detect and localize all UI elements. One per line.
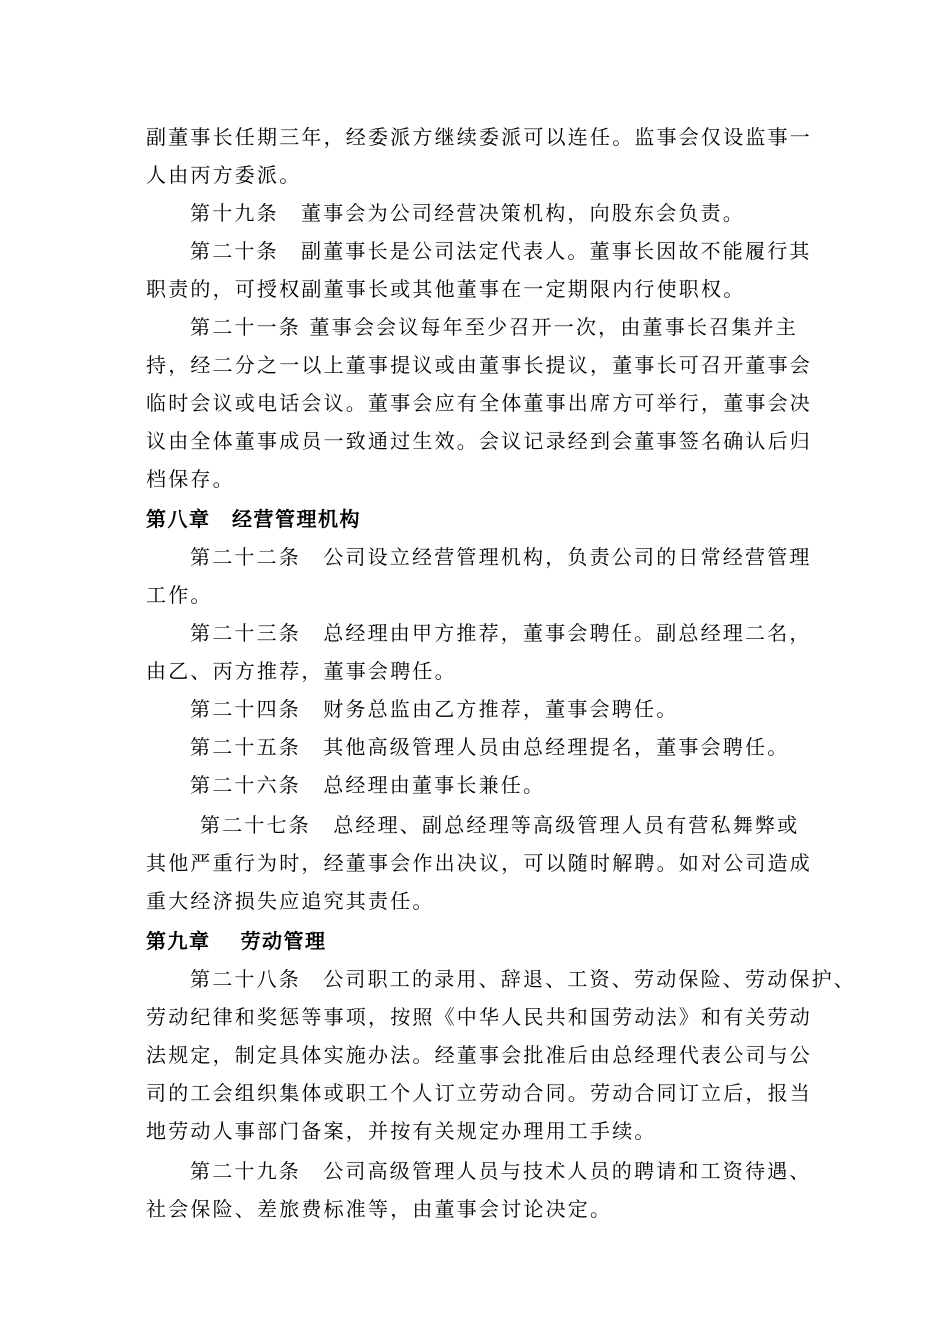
chapter-8-heading: 第八章 经营管理机构 bbox=[146, 507, 361, 531]
text-line: 劳动纪律和奖惩等事项，按照《中华人民共和国劳动法》和有关劳动 bbox=[146, 1005, 812, 1029]
text-line: 副董事长任期三年，经委派方继续委派可以连任。监事会仅设监事一 bbox=[146, 125, 812, 149]
text-line: 社会保险、差旅费标准等，由董事会讨论决定。 bbox=[146, 1197, 613, 1221]
text-line: 议由全体董事成员一致通过生效。会议记录经到会董事签名确认后归 bbox=[146, 429, 812, 453]
chapter-9-heading: 第九章 劳动管理 bbox=[146, 929, 327, 953]
article-28: 第二十八条 公司职工的录用、辞退、工资、劳动保险、劳动保护、 bbox=[190, 967, 856, 991]
article-22: 第二十二条 公司设立经营管理机构，负责公司的日常经营管理 bbox=[190, 545, 812, 569]
text-line: 职责的，可授权副董事长或其他董事在一定期限内行使职权。 bbox=[146, 277, 746, 301]
text-line: 工作。 bbox=[146, 583, 213, 607]
text-line: 持，经二分之一以上董事提议或由董事长提议，董事长可召开董事会 bbox=[146, 353, 812, 377]
text-line: 临时会议或电话会议。董事会应有全体董事出席方可举行，董事会决 bbox=[146, 391, 812, 415]
article-21: 第二十一条 董事会会议每年至少召开一次，由董事长召集并主 bbox=[190, 315, 798, 339]
article-29: 第二十九条 公司高级管理人员与技术人员的聘请和工资待遇、 bbox=[190, 1159, 812, 1183]
article-26: 第二十六条 总经理由董事长兼任。 bbox=[190, 773, 546, 797]
text-line: 重大经济损失应追究其责任。 bbox=[146, 889, 435, 913]
text-line: 地劳动人事部门备案，并按有关规定办理用工手续。 bbox=[146, 1119, 657, 1143]
text-line: 法规定，制定具体实施办法。经董事会批准后由总经理代表公司与公 bbox=[146, 1043, 812, 1067]
article-24: 第二十四条 财务总监由乙方推荐，董事会聘任。 bbox=[190, 697, 679, 721]
text-line: 档保存。 bbox=[146, 467, 235, 491]
article-19: 第十九条 董事会为公司经营决策机构，向股东会负责。 bbox=[190, 201, 745, 225]
article-23: 第二十三条 总经理由甲方推荐，董事会聘任。副总经理二名， bbox=[190, 621, 812, 645]
text-line: 其他严重行为时，经董事会作出决议，可以随时解聘。如对公司造成 bbox=[146, 851, 812, 875]
article-25: 第二十五条 其他高级管理人员由总经理提名，董事会聘任。 bbox=[190, 735, 790, 759]
article-27: 第二十七条 总经理、副总经理等高级管理人员有营私舞弊或 bbox=[200, 813, 800, 837]
text-line: 由乙、丙方推荐，董事会聘任。 bbox=[146, 659, 457, 683]
text-line: 人由丙方委派。 bbox=[146, 163, 302, 187]
text-line: 司的工会组织集体或职工个人订立劳动合同。劳动合同订立后，报当 bbox=[146, 1081, 812, 1105]
article-20: 第二十条 副董事长是公司法定代表人。董事长因故不能履行其 bbox=[190, 239, 812, 263]
